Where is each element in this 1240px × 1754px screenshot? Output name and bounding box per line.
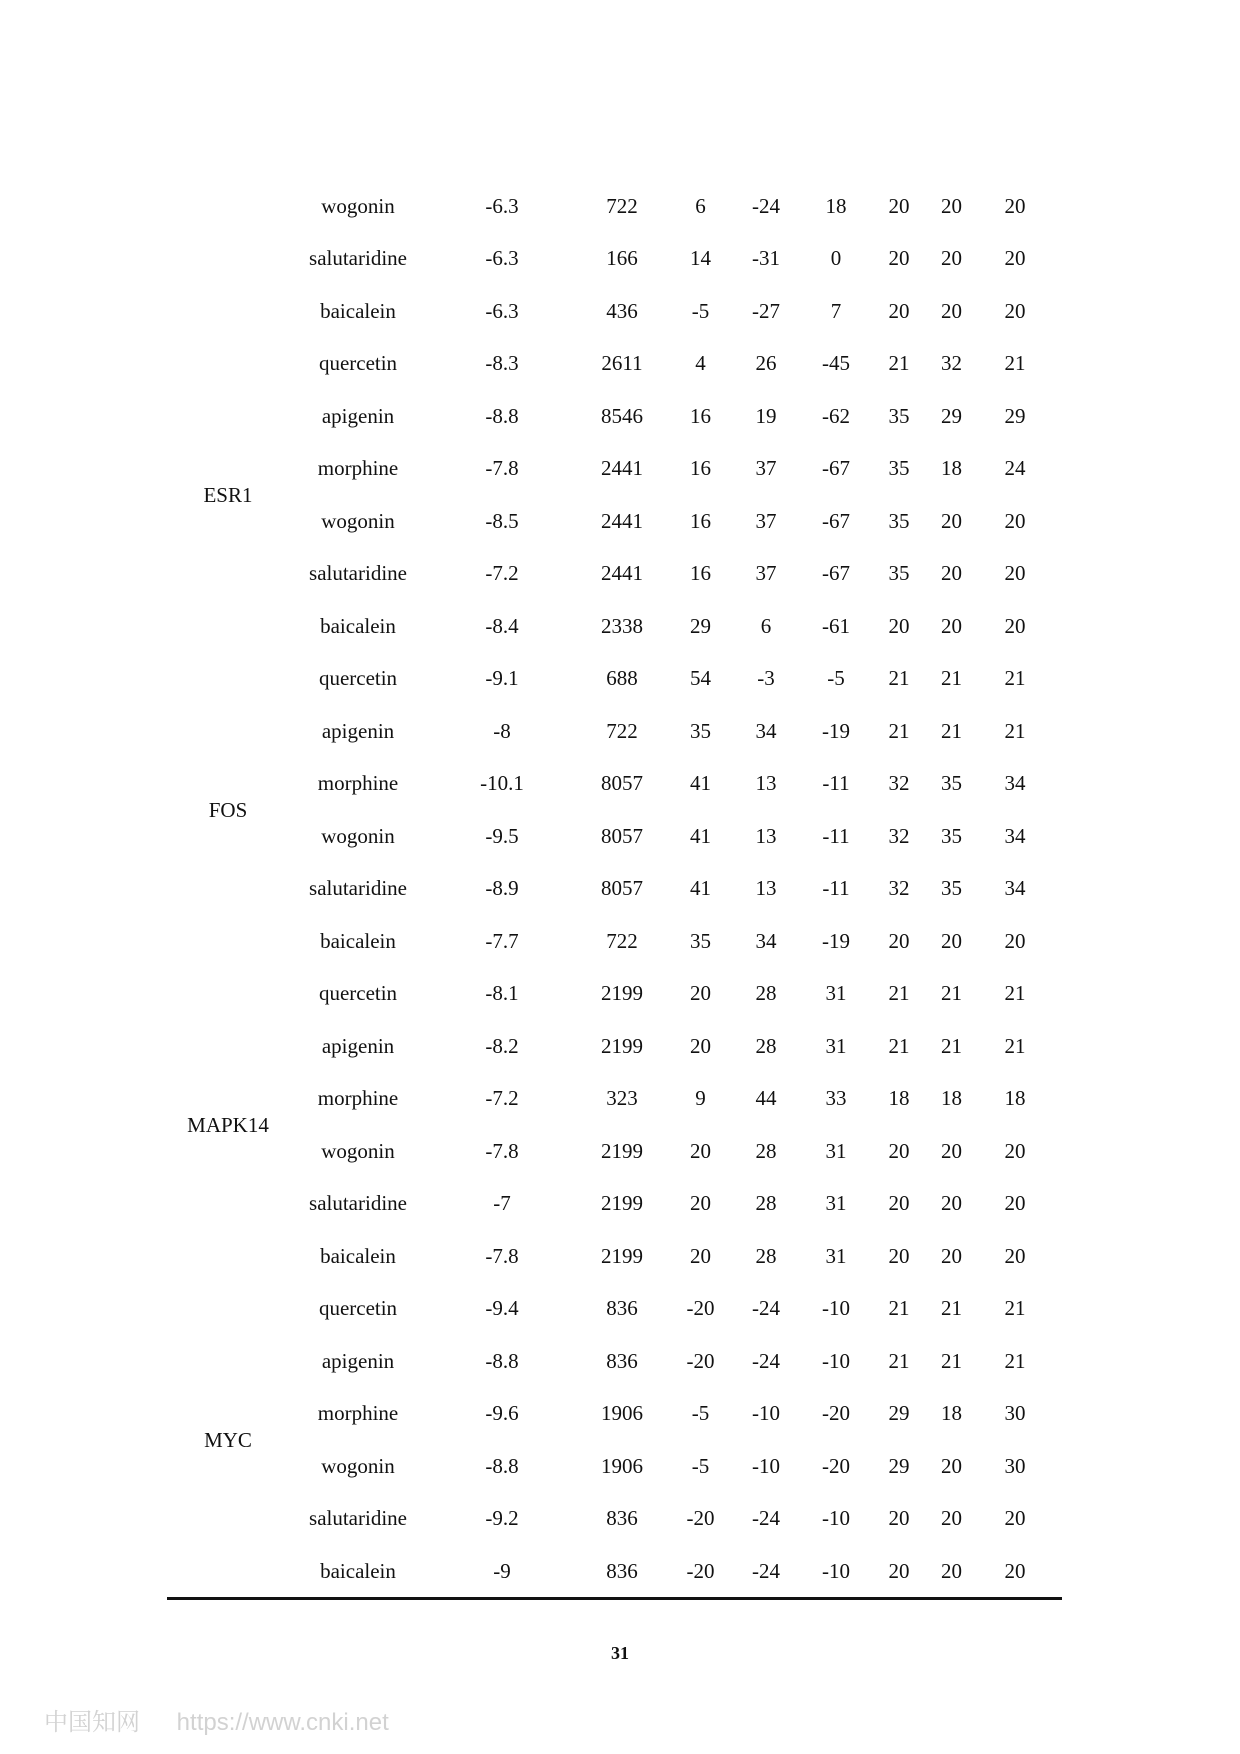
- value-cell: 2441: [601, 456, 643, 481]
- value-cell: 20: [941, 561, 962, 586]
- value-cell: 20: [941, 928, 962, 953]
- value-cell: 2199: [601, 1033, 643, 1058]
- value-cell: 29: [1004, 403, 1026, 428]
- value-cell: 8057: [601, 771, 643, 796]
- value-cell: 21: [888, 1033, 910, 1058]
- table-row: [167, 758, 1051, 811]
- value-cell: -8.5: [485, 508, 519, 533]
- table-row: [167, 600, 1051, 653]
- value-cell: -10: [822, 1558, 850, 1583]
- value-cell: -67: [822, 456, 850, 481]
- value-cell: -67: [822, 508, 850, 533]
- table-row: [167, 180, 1051, 233]
- value-cell: -9: [493, 1558, 511, 1583]
- value-cell: -10: [822, 1348, 850, 1373]
- table-row: [167, 548, 1051, 601]
- value-cell: 20: [941, 1243, 962, 1268]
- value-cell: 7: [830, 298, 842, 323]
- value-cell: 31: [825, 981, 847, 1006]
- value-cell: 20: [888, 298, 910, 323]
- value-cell: 20: [888, 1558, 910, 1583]
- table-body: [167, 180, 1051, 1598]
- table-row: [167, 653, 1051, 706]
- value-cell: 20: [888, 193, 910, 218]
- value-cell: 20: [690, 1138, 711, 1163]
- value-cell: 21: [1004, 981, 1026, 1006]
- compound-name: apigenin: [321, 1033, 395, 1058]
- value-cell: -24: [752, 1348, 780, 1373]
- compound-name: quercetin: [318, 1296, 398, 1321]
- value-cell: 31: [825, 1033, 847, 1058]
- value-cell: 2199: [601, 981, 643, 1006]
- value-cell: 35: [941, 876, 962, 901]
- value-cell: 20: [1004, 613, 1026, 638]
- compound-name: wogonin: [321, 193, 395, 218]
- value-cell: 29: [941, 403, 962, 428]
- value-cell: 20: [941, 613, 962, 638]
- value-cell: 8546: [601, 403, 643, 428]
- value-cell: -9.6: [485, 1401, 519, 1426]
- value-cell: 2611: [601, 351, 643, 376]
- value-cell: 166: [606, 246, 638, 271]
- table-row: [167, 1178, 1051, 1231]
- value-cell: -9.4: [485, 1296, 519, 1321]
- value-cell: -20: [822, 1453, 850, 1478]
- value-cell: 35: [690, 718, 711, 743]
- table-row: [167, 863, 1051, 916]
- value-cell: 21: [941, 666, 962, 691]
- value-cell: 21: [941, 1033, 962, 1058]
- value-cell: 1906: [601, 1453, 643, 1478]
- value-cell: 35: [690, 928, 711, 953]
- value-cell: 2199: [601, 1191, 643, 1216]
- value-cell: -7.8: [485, 1243, 519, 1268]
- value-cell: 20: [888, 1138, 910, 1163]
- value-cell: -10.1: [480, 771, 524, 796]
- compound-name: quercetin: [318, 666, 398, 691]
- value-cell: -19: [822, 718, 850, 743]
- compound-name: salutaridine: [309, 561, 407, 586]
- table-row: [167, 1335, 1051, 1388]
- value-cell: 29: [888, 1453, 910, 1478]
- value-cell: 1906: [601, 1401, 643, 1426]
- value-cell: -67: [822, 561, 850, 586]
- value-cell: -20: [686, 1506, 715, 1531]
- value-cell: -9.2: [485, 1506, 519, 1531]
- value-cell: 20: [888, 928, 910, 953]
- compound-name: wogonin: [321, 1453, 395, 1478]
- value-cell: 9: [695, 1086, 706, 1111]
- value-cell: 20: [941, 246, 962, 271]
- value-cell: 6: [695, 193, 706, 218]
- value-cell: -24: [752, 1558, 780, 1583]
- value-cell: 722: [606, 718, 638, 743]
- compound-name: morphine: [317, 1086, 399, 1111]
- value-cell: 29: [690, 613, 711, 638]
- value-cell: 20: [888, 246, 910, 271]
- gene-label: MAPK14: [187, 1112, 269, 1137]
- value-cell: -9.1: [485, 666, 519, 691]
- value-cell: 2199: [601, 1138, 643, 1163]
- compound-name: apigenin: [321, 403, 395, 428]
- table-bottom-rule: [167, 1597, 1062, 1600]
- value-cell: 436: [606, 298, 638, 323]
- table-row: [167, 705, 1051, 758]
- page-number: 31: [611, 1643, 629, 1663]
- value-cell: -8.2: [485, 1033, 519, 1058]
- value-cell: -20: [686, 1348, 715, 1373]
- value-cell: 37: [755, 561, 777, 586]
- value-cell: 29: [888, 1401, 910, 1426]
- value-cell: 21: [1004, 1033, 1026, 1058]
- value-cell: -31: [752, 246, 780, 271]
- compound-name: quercetin: [318, 981, 398, 1006]
- value-cell: 28: [755, 981, 777, 1006]
- value-cell: 31: [825, 1138, 847, 1163]
- value-cell: -11: [822, 771, 850, 796]
- value-cell: 20: [1004, 246, 1026, 271]
- value-cell: -45: [822, 351, 850, 376]
- value-cell: 35: [888, 508, 910, 533]
- value-cell: 20: [1004, 193, 1026, 218]
- compound-name: salutaridine: [309, 246, 407, 271]
- value-cell: 41: [690, 823, 711, 848]
- compound-name: wogonin: [321, 1138, 395, 1163]
- table-row: [167, 1230, 1051, 1283]
- value-cell: 13: [755, 771, 777, 796]
- watermark-url: https://www.cnki.net: [176, 1709, 389, 1736]
- value-cell: -20: [686, 1558, 715, 1583]
- gene-label: ESR1: [203, 482, 253, 507]
- value-cell: 21: [1004, 1296, 1026, 1321]
- value-cell: 28: [755, 1138, 777, 1163]
- value-cell: 13: [755, 876, 777, 901]
- value-cell: 35: [888, 561, 910, 586]
- value-cell: -10: [752, 1401, 780, 1426]
- compound-name: morphine: [317, 771, 399, 796]
- value-cell: 20: [1004, 561, 1026, 586]
- table-row: [167, 1440, 1051, 1493]
- value-cell: 21: [888, 718, 910, 743]
- gene-label: FOS: [208, 797, 248, 822]
- value-cell: -8.3: [485, 351, 519, 376]
- value-cell: 30: [1004, 1401, 1026, 1426]
- compound-name: baicalein: [320, 613, 396, 638]
- value-cell: 20: [941, 193, 962, 218]
- value-cell: 20: [941, 1138, 962, 1163]
- value-cell: 21: [1004, 351, 1026, 376]
- table-row: [167, 390, 1051, 443]
- value-cell: 18: [1004, 1086, 1026, 1111]
- value-cell: 836: [606, 1558, 638, 1583]
- value-cell: -24: [752, 1506, 780, 1531]
- value-cell: 14: [690, 246, 711, 271]
- value-cell: 34: [755, 928, 777, 953]
- value-cell: -3: [757, 666, 775, 691]
- value-cell: 16: [690, 561, 711, 586]
- watermark: [44, 1702, 389, 1737]
- table-row: [167, 1545, 1051, 1598]
- value-cell: 2338: [601, 613, 643, 638]
- table-row: [167, 233, 1051, 286]
- value-cell: -8.8: [485, 1453, 519, 1478]
- compound-name: quercetin: [318, 351, 398, 376]
- gene-label: MYC: [204, 1427, 252, 1452]
- value-cell: -8.4: [485, 613, 519, 638]
- value-cell: 8057: [601, 876, 643, 901]
- value-cell: 34: [1004, 771, 1026, 796]
- compound-name: baicalein: [320, 1558, 396, 1583]
- value-cell: 323: [606, 1086, 638, 1111]
- value-cell: 0: [830, 246, 842, 271]
- value-cell: 28: [755, 1033, 777, 1058]
- value-cell: 21: [888, 351, 910, 376]
- value-cell: 21: [888, 1348, 910, 1373]
- value-cell: 836: [606, 1296, 638, 1321]
- value-cell: 35: [888, 403, 910, 428]
- value-cell: -24: [752, 1296, 780, 1321]
- compound-name: baicalein: [320, 298, 396, 323]
- value-cell: 34: [1004, 823, 1026, 848]
- value-cell: 20: [941, 508, 962, 533]
- value-cell: -7: [493, 1191, 511, 1216]
- value-cell: 32: [888, 823, 910, 848]
- value-cell: -7.8: [485, 1138, 519, 1163]
- value-cell: 836: [606, 1348, 638, 1373]
- value-cell: -27: [752, 298, 780, 323]
- value-cell: -9.5: [485, 823, 519, 848]
- value-cell: 836: [606, 1506, 638, 1531]
- value-cell: 18: [888, 1086, 910, 1111]
- value-cell: -7.2: [485, 1086, 519, 1111]
- value-cell: 34: [755, 718, 777, 743]
- compound-name: wogonin: [321, 508, 395, 533]
- value-cell: 31: [825, 1243, 847, 1268]
- value-cell: 20: [941, 1506, 962, 1531]
- value-cell: 21: [1004, 666, 1026, 691]
- value-cell: -11: [822, 823, 850, 848]
- value-cell: 20: [690, 1191, 711, 1216]
- compound-name: apigenin: [321, 1348, 395, 1373]
- value-cell: -20: [822, 1401, 850, 1426]
- value-cell: 20: [690, 1033, 711, 1058]
- value-cell: 30: [1004, 1453, 1026, 1478]
- value-cell: -6.3: [485, 298, 519, 323]
- value-cell: -8: [493, 718, 511, 743]
- value-cell: 20: [941, 1558, 962, 1583]
- value-cell: 20: [1004, 1191, 1026, 1216]
- docking-results-table: [167, 180, 1051, 1598]
- value-cell: 8057: [601, 823, 643, 848]
- value-cell: 688: [606, 666, 638, 691]
- value-cell: -5: [691, 298, 710, 323]
- value-cell: 20: [690, 1243, 711, 1268]
- value-cell: 32: [941, 351, 962, 376]
- value-cell: 41: [690, 771, 711, 796]
- table-row: [167, 968, 1051, 1021]
- value-cell: 722: [606, 928, 638, 953]
- value-cell: 21: [941, 718, 962, 743]
- value-cell: 28: [755, 1191, 777, 1216]
- value-cell: 20: [690, 981, 711, 1006]
- value-cell: 19: [755, 403, 777, 428]
- value-cell: 2199: [601, 1243, 643, 1268]
- value-cell: 32: [888, 876, 910, 901]
- value-cell: 41: [690, 876, 711, 901]
- value-cell: -8.8: [485, 1348, 519, 1373]
- value-cell: 21: [1004, 1348, 1026, 1373]
- table-row: [167, 1020, 1051, 1073]
- value-cell: -5: [827, 666, 845, 691]
- value-cell: 20: [1004, 508, 1026, 533]
- compound-name: morphine: [317, 456, 399, 481]
- value-cell: 32: [888, 771, 910, 796]
- value-cell: -8.8: [485, 403, 519, 428]
- value-cell: 18: [941, 1401, 962, 1426]
- table-row: [167, 495, 1051, 548]
- value-cell: 20: [941, 298, 962, 323]
- value-cell: 21: [888, 981, 910, 1006]
- gene-label: [167, 180, 289, 338]
- value-cell: -10: [752, 1453, 780, 1478]
- value-cell: -24: [752, 193, 780, 218]
- value-cell: -7.8: [485, 456, 519, 481]
- value-cell: -7.2: [485, 561, 519, 586]
- value-cell: -5: [691, 1453, 710, 1478]
- value-cell: 20: [1004, 1558, 1026, 1583]
- value-cell: 21: [888, 1296, 910, 1321]
- value-cell: 34: [1004, 876, 1026, 901]
- compound-name: salutaridine: [309, 1506, 407, 1531]
- value-cell: 20: [941, 1453, 962, 1478]
- value-cell: 24: [1004, 456, 1026, 481]
- value-cell: 722: [606, 193, 638, 218]
- value-cell: 21: [941, 1348, 962, 1373]
- value-cell: 21: [1004, 718, 1026, 743]
- value-cell: 20: [888, 1506, 910, 1531]
- table-row: [167, 443, 1051, 496]
- value-cell: 6: [760, 613, 772, 638]
- value-cell: 21: [941, 981, 962, 1006]
- value-cell: 21: [941, 1296, 962, 1321]
- value-cell: -6.3: [485, 193, 519, 218]
- value-cell: 20: [888, 1243, 910, 1268]
- compound-name: baicalein: [320, 1243, 396, 1268]
- value-cell: 18: [941, 456, 962, 481]
- value-cell: 18: [941, 1086, 962, 1111]
- value-cell: 20: [1004, 928, 1026, 953]
- value-cell: 20: [1004, 1506, 1026, 1531]
- value-cell: 4: [695, 351, 706, 376]
- table-row: [167, 915, 1051, 968]
- value-cell: 16: [690, 456, 711, 481]
- value-cell: 18: [825, 193, 847, 218]
- table-row: [167, 338, 1051, 391]
- value-cell: -19: [822, 928, 850, 953]
- value-cell: 2441: [601, 561, 643, 586]
- value-cell: 20: [888, 1191, 910, 1216]
- value-cell: 16: [690, 403, 711, 428]
- table-row: [167, 1493, 1051, 1546]
- value-cell: 21: [888, 666, 910, 691]
- value-cell: 2441: [601, 508, 643, 533]
- table-row: [167, 1125, 1051, 1178]
- value-cell: 35: [888, 456, 910, 481]
- value-cell: -6.3: [485, 246, 519, 271]
- value-cell: -62: [822, 403, 850, 428]
- table-row: [167, 1073, 1051, 1126]
- value-cell: -8.1: [485, 981, 519, 1006]
- value-cell: 26: [755, 351, 777, 376]
- value-cell: 16: [690, 508, 711, 533]
- table-row: [167, 1388, 1051, 1441]
- table-row: [167, 810, 1051, 863]
- value-cell: 44: [755, 1086, 777, 1111]
- table-row: [167, 285, 1051, 338]
- value-cell: -61: [822, 613, 850, 638]
- value-cell: 54: [690, 666, 711, 691]
- watermark-cnki-logo-text: 中国知网: [44, 1709, 140, 1736]
- value-cell: 28: [755, 1243, 777, 1268]
- compound-name: salutaridine: [309, 876, 407, 901]
- value-cell: 20: [1004, 1243, 1026, 1268]
- compound-name: morphine: [317, 1401, 399, 1426]
- compound-name: apigenin: [321, 718, 395, 743]
- value-cell: -10: [822, 1506, 850, 1531]
- value-cell: 37: [755, 508, 777, 533]
- value-cell: -5: [691, 1401, 710, 1426]
- compound-name: baicalein: [320, 928, 396, 953]
- value-cell: 13: [755, 823, 777, 848]
- value-cell: 20: [1004, 1138, 1026, 1163]
- value-cell: -8.9: [485, 876, 519, 901]
- value-cell: 33: [825, 1086, 847, 1111]
- value-cell: -10: [822, 1296, 850, 1321]
- value-cell: 20: [888, 613, 910, 638]
- value-cell: 20: [1004, 298, 1026, 323]
- compound-name: wogonin: [321, 823, 395, 848]
- compound-name: salutaridine: [309, 1191, 407, 1216]
- value-cell: -7.7: [485, 928, 519, 953]
- value-cell: 31: [825, 1191, 847, 1216]
- value-cell: -20: [686, 1296, 715, 1321]
- table-row: [167, 1283, 1051, 1336]
- value-cell: 37: [755, 456, 777, 481]
- value-cell: 20: [941, 1191, 962, 1216]
- value-cell: 35: [941, 771, 962, 796]
- value-cell: 35: [941, 823, 962, 848]
- value-cell: -11: [822, 876, 850, 901]
